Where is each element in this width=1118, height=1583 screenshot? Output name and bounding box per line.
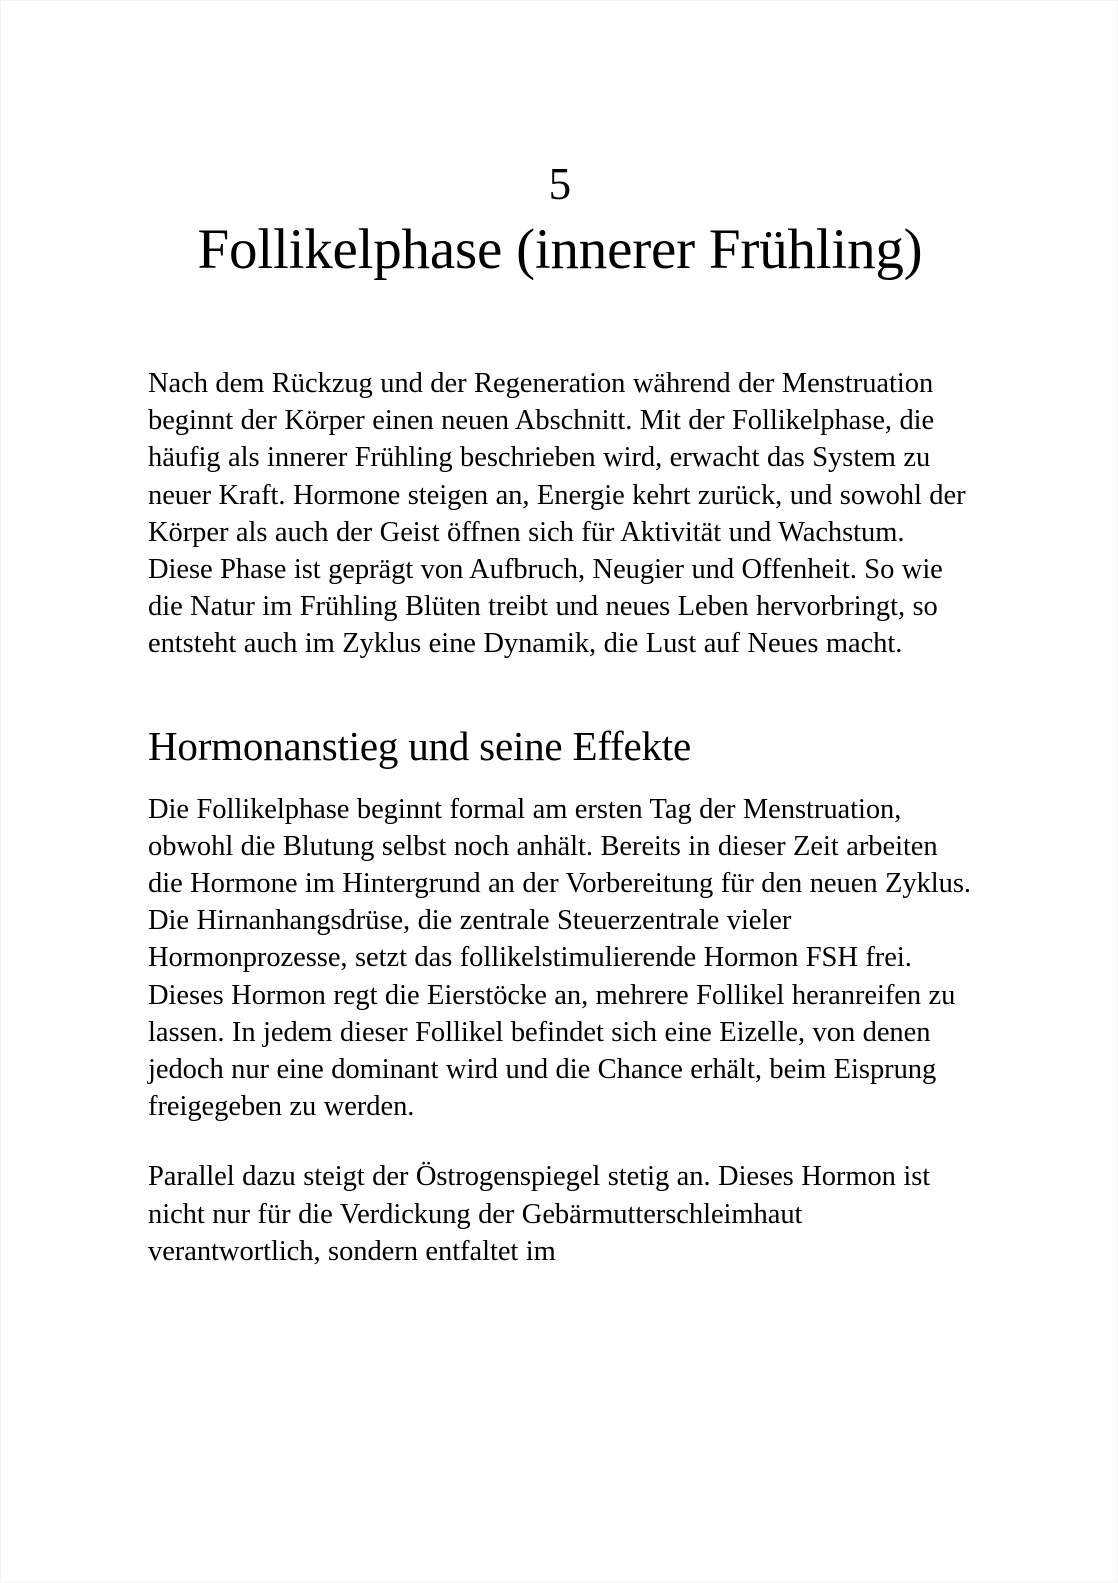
- section-heading-hormonanstieg: Hormonanstieg und seine Effekte: [148, 722, 691, 769]
- chapter-number: 5: [548, 159, 572, 209]
- section-paragraph: Die Follikelphase beginnt formal am ersten Tag der Menstruation, obwohl die Blutung selbst noch anhält. Bereits in dieser Zeit arbeiten die Hormone im Hintergrund an der Vorbereitung für den neuen Zyklus. Die Hirnanhangsdrüse, die zentrale Steuerzentrale vieler Hormonprozesse, setzt das follikelstimulierende Hormon FSH frei. Dieses Hormon regt die Eierstöcke an, mehrere Follikel heranreifen zu lassen. In jedem dieser Follikel befindet sich eine Eizelle, von denen jedoch nur eine dominant wird und die Chance erhält, beim Eisprung freigegeben zu werden.: [148, 793, 971, 1123]
- section-body-hormonanstieg: [148, 791, 972, 1270]
- intro-block: [148, 284, 972, 663]
- intro-paragraph: Nach dem Rückzug und der Regeneration während der Menstruation beginnt der Körper einen neuen Abschnitt. Mit der Follikelphase, die häufig als innerer Frühling beschrieben wird, erwacht das System zu neuer Kraft. Hormone steigen an, Energie kehrt zurück, und sowohl der Körper als auch der Geist öffnen sich für Aktivität und Wachstum. Diese Phase ist geprägt von Aufbruch, Neugier und Offenheit. So wie die Natur im Frühling Blüten treibt und neues Leben hervorbringt, so entsteht auch im Zyklus eine Dynamik, die Lust auf Neues macht.: [148, 368, 966, 660]
- page-content: [148, 1, 972, 1270]
- section-paragraph: Parallel dazu steigt der Östrogenspiegel stetig an. Dieses Hormon ist nicht nur für die Verdickung der Gebärmutterschleimhaut verantwortlich, sondern entfaltet im: [148, 1161, 931, 1267]
- chapter-title: Follikelphase (innerer Frühling): [197, 218, 923, 281]
